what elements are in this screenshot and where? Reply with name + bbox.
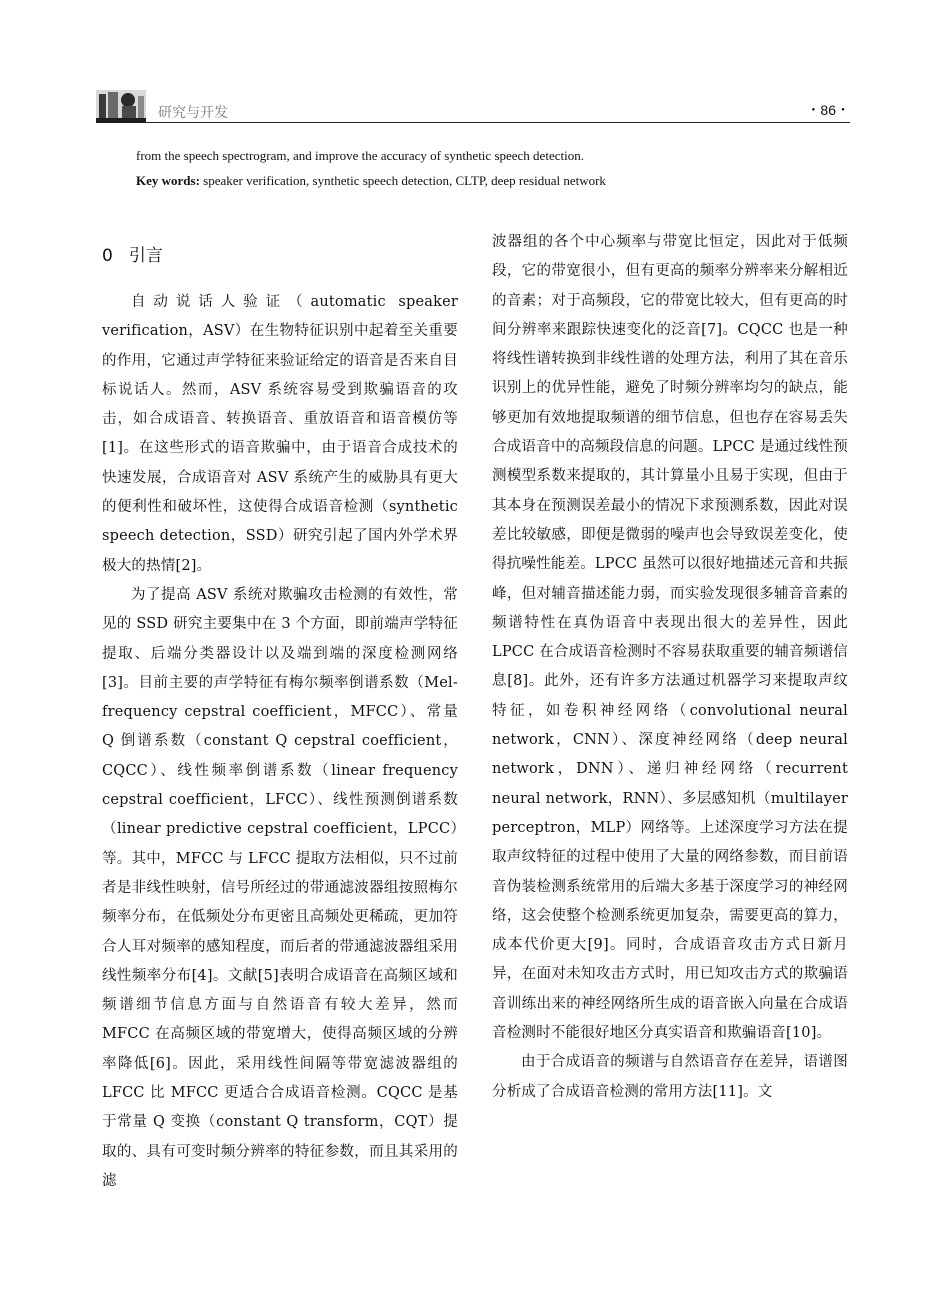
paragraph: 为了提高 ASV 系统对欺骗攻击检测的有效性，常见的 SSD 研究主要集中在 3 个方面，即前端声学特征提取、后端分类器设计以及端到端的深度检测网络[3]。目前主要的声学特征有梅尔频率倒谱系数（Mel-frequency cepstral coefficient，MFCC）、常量 Q 倒谱系数（constant Q cepstral coefficient，CQCC）、线性频率倒谱系数（linear frequency cepstral coefficient，LFCC）、线性预测倒谱系数（linear predictive cepstral coefficient，LPCC）等。其中，MFCC 与 LFCC 提取方法相似，只不过前者是非线性映射，信号所经过的带通滤波器组按照梅尔频率分布，在低频处分布更密且高频处更稀疏，更加符合人耳对频率的感知程度，而后者的带通滤波器组采用线性频率分布[4]。文献[5]表明合成语音在高频区域和频谱细节信息方面与自然语音有较大差异，然而 MFCC 在高频区域的带宽增大，使得高频区域的分辨率降低[6]。因此，采用线性间隔等带宽滤波器组的 LFCC 比 MFCC 更适合合成语音检测。CQCC 是基于常量 Q 变换（constant Q transform，CQT）提取的、具有可变时频分辨率的特征参数，而且其采用的滤 [102, 586, 458, 1189]
header-section-title: 研究与开发 [158, 105, 228, 121]
page-header [96, 88, 850, 124]
paragraph: 自动说话人验证（automatic speaker verification，ASV）在生物特征识别中起着至关重要的作用，它通过声学特征来验证给定的语音是否来自目标说话人。然而，ASV 系统容易受到欺骗语音的攻击，如合成语音、转换语音、重放语音和语音模仿等[1]。在这些形式的语音欺骗中，由于语音合成技术的快速发展，合成语音对 ASV 系统产生的威胁具有更大的便利性和破坏性，这使得合成语音检测（synthetic speech detection，SSD）研究引起了国内外学术界极大的热情[2]。 [102, 294, 458, 574]
paragraph: 波器组的各个中心频率与带宽比恒定，因此对于低频段，它的带宽很小，但有更高的频率分辨率来分解相近的音素；对于高频段，它的带宽比较大，但有更高的时间分辨率来跟踪快速变化的泛音[7]。CQCC 也是一种将线性谱转换到非线性谱的处理方法，利用了其在音乐识别上的优异性能，避免了时频分辨率均匀的缺点，能够更加有效地提取频谱的细节信息，但也存在容易丢失合成语音中的高频段信息的问题。LPCC 是通过线性预测模型系数来提取的，其计算量小且易于实现，但由于其本身在预测误差最小的情况下求预测系数，因此对误差比较敏感，即便是微弱的噪声也会导致误差变化，使得抗噪性能差。LPCC 虽然可以很好地描述元音和共振峰，但对辅音描述能力弱，而实验发现很多辅音音素的频谱特性在真伪语音中表现出很大的差异性，因此 LPCC 在合成语音检测时不容易获取重要的辅音频谱信息[8]。此外，还有许多方法通过机器学习来提取声纹特征，如卷积神经网络（convolutional neural network，CNN）、深度神经网络（deep neural network，DNN）、递归神经网络（recurrent neural network，RNN）、多层感知机（multilayer perceptron，MLP）网络等。上述深度学习方法在提取声纹特征的过程中使用了大量的网络参数，而目前语音伪装检测系统常用的后端大多基于深度学习的神经网络，这会使整个检测系统更加复杂，需要更高的算力，成本代价更大[9]。同时，合成语音攻击方式日新月异，在面对未知攻击方式时，用已知攻击方式的欺骗语音训练出来的神经网络所生成的语音嵌入向量在合成语音检测时不能很好地区分真实语音和欺骗语音[10]。 [492, 234, 848, 1042]
right-column [492, 228, 848, 1107]
section-heading [102, 245, 458, 267]
keywords-line [136, 168, 836, 193]
journal-logo-icon [96, 90, 146, 122]
left-column [102, 228, 458, 1196]
keywords-label: Key words: [136, 173, 200, 188]
section-number: 0 [102, 246, 113, 266]
paragraph: 由于合成语音的频谱与自然语音存在差异，语谱图分析成了合成语音检测的常用方法[11]。文 [492, 1054, 848, 1100]
header-divider [96, 122, 850, 123]
abstract-tail [136, 143, 836, 193]
abstract-text: from the speech spectrogram, and improve the accuracy of synthetic speech detection. [136, 148, 584, 163]
page-number: ・86・ [806, 102, 850, 118]
keywords-text: speaker verification, synthetic speech detection, CLTP, deep residual network [203, 173, 606, 188]
section-title: 引言 [128, 246, 163, 266]
